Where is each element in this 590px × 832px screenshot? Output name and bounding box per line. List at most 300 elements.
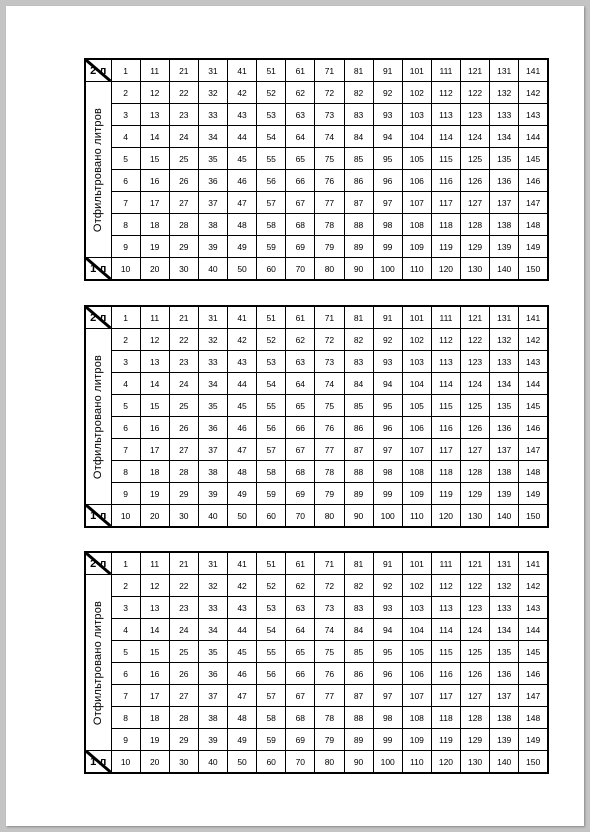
count-cell: 56 xyxy=(257,663,286,685)
count-cell: 13 xyxy=(140,351,169,373)
count-cell: 51 xyxy=(257,59,286,82)
count-cell: 136 xyxy=(490,417,519,439)
count-cell: 104 xyxy=(402,126,431,148)
count-cell: 134 xyxy=(490,619,519,641)
count-cell: 68 xyxy=(286,461,315,483)
count-cell: 29 xyxy=(169,483,198,505)
count-cell: 15 xyxy=(140,641,169,663)
count-cell: 104 xyxy=(402,373,431,395)
count-cell: 10 xyxy=(111,751,140,774)
count-cell: 114 xyxy=(431,619,460,641)
count-cell: 125 xyxy=(461,641,490,663)
count-cell: 102 xyxy=(402,329,431,351)
count-cell: 74 xyxy=(315,373,344,395)
count-cell: 64 xyxy=(286,619,315,641)
count-cell: 36 xyxy=(198,417,227,439)
count-cell: 139 xyxy=(490,729,519,751)
count-cell: 140 xyxy=(490,505,519,528)
count-cell: 74 xyxy=(315,619,344,641)
count-cell: 11 xyxy=(140,306,169,329)
bottom-corner-cell xyxy=(85,258,111,281)
side-label: Отфильтровано литров xyxy=(92,107,105,232)
count-cell: 130 xyxy=(461,258,490,281)
count-cell: 16 xyxy=(140,417,169,439)
count-cell: 7 xyxy=(111,685,140,707)
count-cell: 120 xyxy=(431,258,460,281)
count-cell: 142 xyxy=(519,82,548,104)
count-cell: 9 xyxy=(111,729,140,751)
count-cell: 30 xyxy=(169,751,198,774)
count-cell: 147 xyxy=(519,685,548,707)
count-cell: 104 xyxy=(402,619,431,641)
count-cell: 33 xyxy=(198,351,227,373)
count-cell: 120 xyxy=(431,751,460,774)
count-cell: 38 xyxy=(198,461,227,483)
count-cell: 30 xyxy=(169,258,198,281)
count-cell: 92 xyxy=(373,575,402,597)
count-cell: 39 xyxy=(198,729,227,751)
count-cell: 70 xyxy=(286,258,315,281)
count-cell: 127 xyxy=(461,192,490,214)
count-cell: 49 xyxy=(228,236,257,258)
count-cell: 46 xyxy=(228,417,257,439)
count-cell: 3 xyxy=(111,104,140,126)
count-cell: 14 xyxy=(140,619,169,641)
count-cell: 66 xyxy=(286,663,315,685)
count-cell: 139 xyxy=(490,236,519,258)
count-cell: 17 xyxy=(140,192,169,214)
count-cell: 11 xyxy=(140,59,169,82)
count-cell: 50 xyxy=(228,505,257,528)
count-cell: 47 xyxy=(228,192,257,214)
count-cell: 137 xyxy=(490,439,519,461)
count-cell: 19 xyxy=(140,236,169,258)
count-cell: 38 xyxy=(198,707,227,729)
count-cell: 57 xyxy=(257,439,286,461)
document-page xyxy=(6,6,584,826)
count-cell: 77 xyxy=(315,192,344,214)
count-cell: 36 xyxy=(198,663,227,685)
count-cell: 126 xyxy=(461,417,490,439)
count-cell: 115 xyxy=(431,148,460,170)
count-cell: 72 xyxy=(315,82,344,104)
table-row xyxy=(85,395,548,417)
count-cell: 133 xyxy=(490,597,519,619)
count-cell: 66 xyxy=(286,417,315,439)
count-cell: 28 xyxy=(169,707,198,729)
count-cell: 73 xyxy=(315,597,344,619)
count-cell: 8 xyxy=(111,707,140,729)
count-cell: 136 xyxy=(490,663,519,685)
count-cell: 88 xyxy=(344,214,373,236)
count-cell: 120 xyxy=(431,505,460,528)
count-cell: 108 xyxy=(402,214,431,236)
count-cell: 67 xyxy=(286,685,315,707)
count-cell: 50 xyxy=(228,258,257,281)
count-cell: 129 xyxy=(461,236,490,258)
table-row xyxy=(85,751,548,774)
count-cell: 69 xyxy=(286,483,315,505)
count-cell: 25 xyxy=(169,148,198,170)
count-cell: 14 xyxy=(140,373,169,395)
count-cell: 130 xyxy=(461,505,490,528)
bottom-corner-label: 1 л xyxy=(90,509,107,522)
count-cell: 95 xyxy=(373,641,402,663)
count-cell: 63 xyxy=(286,597,315,619)
count-cell: 109 xyxy=(402,483,431,505)
count-cell: 112 xyxy=(431,329,460,351)
count-cell: 134 xyxy=(490,373,519,395)
count-cell: 143 xyxy=(519,597,548,619)
count-cell: 98 xyxy=(373,461,402,483)
count-cell: 24 xyxy=(169,373,198,395)
count-cell: 59 xyxy=(257,729,286,751)
filter-count-table xyxy=(84,58,549,281)
count-cell: 78 xyxy=(315,707,344,729)
count-cell: 146 xyxy=(519,170,548,192)
count-cell: 58 xyxy=(257,461,286,483)
count-cell: 69 xyxy=(286,729,315,751)
count-cell: 47 xyxy=(228,685,257,707)
top-corner-cell xyxy=(85,59,111,82)
count-cell: 69 xyxy=(286,236,315,258)
count-cell: 126 xyxy=(461,170,490,192)
count-cell: 87 xyxy=(344,192,373,214)
count-cell: 57 xyxy=(257,192,286,214)
count-cell: 83 xyxy=(344,597,373,619)
count-cell: 77 xyxy=(315,439,344,461)
table-row xyxy=(85,306,548,329)
table-row xyxy=(85,351,548,373)
count-cell: 110 xyxy=(402,258,431,281)
count-cell: 55 xyxy=(257,641,286,663)
table-row xyxy=(85,126,548,148)
count-cell: 61 xyxy=(286,306,315,329)
count-cell: 26 xyxy=(169,663,198,685)
count-cell: 97 xyxy=(373,192,402,214)
count-cell: 117 xyxy=(431,685,460,707)
count-cell: 7 xyxy=(111,439,140,461)
count-cell: 60 xyxy=(257,751,286,774)
count-cell: 66 xyxy=(286,170,315,192)
count-cell: 40 xyxy=(198,751,227,774)
count-cell: 53 xyxy=(257,351,286,373)
count-cell: 22 xyxy=(169,575,198,597)
count-cell: 72 xyxy=(315,329,344,351)
count-cell: 10 xyxy=(111,505,140,528)
count-cell: 148 xyxy=(519,707,548,729)
count-cell: 55 xyxy=(257,148,286,170)
count-cell: 101 xyxy=(402,552,431,575)
count-cell: 60 xyxy=(257,505,286,528)
count-cell: 48 xyxy=(228,707,257,729)
count-cell: 4 xyxy=(111,373,140,395)
count-cell: 21 xyxy=(169,59,198,82)
count-cell: 83 xyxy=(344,104,373,126)
count-cell: 39 xyxy=(198,236,227,258)
count-cell: 147 xyxy=(519,192,548,214)
count-cell: 64 xyxy=(286,373,315,395)
count-cell: 127 xyxy=(461,685,490,707)
table-row xyxy=(85,663,548,685)
top-corner-label: 2 л xyxy=(90,64,107,77)
count-cell: 109 xyxy=(402,236,431,258)
count-cell: 81 xyxy=(344,552,373,575)
count-cell: 99 xyxy=(373,483,402,505)
count-cell: 34 xyxy=(198,619,227,641)
count-cell: 89 xyxy=(344,483,373,505)
count-cell: 65 xyxy=(286,395,315,417)
count-cell: 126 xyxy=(461,663,490,685)
count-cell: 122 xyxy=(461,329,490,351)
count-cell: 65 xyxy=(286,148,315,170)
count-cell: 43 xyxy=(228,351,257,373)
count-cell: 24 xyxy=(169,126,198,148)
count-cell: 6 xyxy=(111,170,140,192)
count-cell: 101 xyxy=(402,59,431,82)
count-cell: 143 xyxy=(519,104,548,126)
count-cell: 119 xyxy=(431,483,460,505)
count-cell: 82 xyxy=(344,82,373,104)
count-cell: 74 xyxy=(315,126,344,148)
count-cell: 103 xyxy=(402,351,431,373)
table-row xyxy=(85,82,548,104)
count-cell: 79 xyxy=(315,236,344,258)
count-cell: 54 xyxy=(257,373,286,395)
count-cell: 11 xyxy=(140,552,169,575)
count-cell: 35 xyxy=(198,395,227,417)
count-cell: 103 xyxy=(402,597,431,619)
count-cell: 85 xyxy=(344,395,373,417)
count-cell: 47 xyxy=(228,439,257,461)
count-cell: 94 xyxy=(373,126,402,148)
count-cell: 101 xyxy=(402,306,431,329)
count-cell: 149 xyxy=(519,236,548,258)
count-cell: 144 xyxy=(519,373,548,395)
count-cell: 88 xyxy=(344,461,373,483)
count-cell: 138 xyxy=(490,214,519,236)
count-cell: 46 xyxy=(228,170,257,192)
count-cell: 97 xyxy=(373,439,402,461)
top-corner-label: 2 л xyxy=(90,557,107,570)
count-cell: 2 xyxy=(111,82,140,104)
table-row xyxy=(85,641,548,663)
count-cell: 17 xyxy=(140,439,169,461)
count-cell: 91 xyxy=(373,552,402,575)
count-cell: 59 xyxy=(257,236,286,258)
count-cell: 37 xyxy=(198,685,227,707)
count-cell: 115 xyxy=(431,395,460,417)
count-cell: 62 xyxy=(286,575,315,597)
count-cell: 27 xyxy=(169,439,198,461)
count-cell: 67 xyxy=(286,192,315,214)
count-cell: 129 xyxy=(461,483,490,505)
table-row xyxy=(85,104,548,126)
count-cell: 3 xyxy=(111,597,140,619)
count-cell: 40 xyxy=(198,505,227,528)
count-cell: 52 xyxy=(257,82,286,104)
count-cell: 93 xyxy=(373,351,402,373)
table-row xyxy=(85,483,548,505)
count-cell: 96 xyxy=(373,417,402,439)
count-cell: 134 xyxy=(490,126,519,148)
count-cell: 70 xyxy=(286,751,315,774)
count-cell: 147 xyxy=(519,439,548,461)
count-cell: 109 xyxy=(402,729,431,751)
count-cell: 93 xyxy=(373,597,402,619)
count-cell: 85 xyxy=(344,148,373,170)
count-cell: 5 xyxy=(111,641,140,663)
table-row xyxy=(85,236,548,258)
count-cell: 121 xyxy=(461,59,490,82)
top-corner-cell xyxy=(85,306,111,329)
bottom-corner-label: 1 л xyxy=(90,755,107,768)
count-cell: 45 xyxy=(228,148,257,170)
table-row xyxy=(85,148,548,170)
count-cell: 73 xyxy=(315,351,344,373)
count-cell: 3 xyxy=(111,351,140,373)
count-cell: 133 xyxy=(490,351,519,373)
count-cell: 4 xyxy=(111,619,140,641)
count-cell: 90 xyxy=(344,505,373,528)
count-cell: 105 xyxy=(402,148,431,170)
count-cell: 58 xyxy=(257,707,286,729)
count-cell: 81 xyxy=(344,59,373,82)
count-cell: 113 xyxy=(431,597,460,619)
count-cell: 123 xyxy=(461,597,490,619)
count-cell: 6 xyxy=(111,417,140,439)
count-cell: 117 xyxy=(431,192,460,214)
count-cell: 9 xyxy=(111,483,140,505)
count-cell: 145 xyxy=(519,148,548,170)
count-cell: 113 xyxy=(431,351,460,373)
count-cell: 18 xyxy=(140,461,169,483)
table-row xyxy=(85,685,548,707)
count-cell: 10 xyxy=(111,258,140,281)
table-row xyxy=(85,575,548,597)
count-cell: 19 xyxy=(140,729,169,751)
count-cell: 28 xyxy=(169,461,198,483)
count-cell: 22 xyxy=(169,82,198,104)
count-cell: 18 xyxy=(140,707,169,729)
count-cell: 31 xyxy=(198,552,227,575)
count-cell: 9 xyxy=(111,236,140,258)
top-corner-cell xyxy=(85,552,111,575)
count-cell: 137 xyxy=(490,685,519,707)
count-cell: 20 xyxy=(140,751,169,774)
count-cell: 138 xyxy=(490,461,519,483)
count-cell: 121 xyxy=(461,306,490,329)
count-cell: 132 xyxy=(490,575,519,597)
table-row xyxy=(85,619,548,641)
count-cell: 21 xyxy=(169,306,198,329)
count-cell: 41 xyxy=(228,306,257,329)
count-cell: 45 xyxy=(228,641,257,663)
count-cell: 53 xyxy=(257,104,286,126)
count-cell: 6 xyxy=(111,663,140,685)
count-cell: 99 xyxy=(373,729,402,751)
count-cell: 150 xyxy=(519,751,548,774)
table-row xyxy=(85,258,548,281)
count-cell: 38 xyxy=(198,214,227,236)
count-cell: 67 xyxy=(286,439,315,461)
count-cell: 115 xyxy=(431,641,460,663)
count-cell: 83 xyxy=(344,351,373,373)
count-cell: 125 xyxy=(461,148,490,170)
count-cell: 19 xyxy=(140,483,169,505)
count-cell: 34 xyxy=(198,126,227,148)
count-cell: 5 xyxy=(111,148,140,170)
count-cell: 110 xyxy=(402,751,431,774)
count-cell: 40 xyxy=(198,258,227,281)
count-cell: 107 xyxy=(402,439,431,461)
count-cell: 137 xyxy=(490,192,519,214)
count-cell: 77 xyxy=(315,685,344,707)
count-cell: 71 xyxy=(315,306,344,329)
count-cell: 5 xyxy=(111,395,140,417)
count-cell: 135 xyxy=(490,641,519,663)
count-cell: 98 xyxy=(373,214,402,236)
count-cell: 123 xyxy=(461,104,490,126)
count-cell: 99 xyxy=(373,236,402,258)
count-cell: 149 xyxy=(519,483,548,505)
count-cell: 22 xyxy=(169,329,198,351)
count-cell: 144 xyxy=(519,619,548,641)
count-cell: 146 xyxy=(519,663,548,685)
count-cell: 15 xyxy=(140,148,169,170)
count-cell: 96 xyxy=(373,170,402,192)
count-cell: 112 xyxy=(431,82,460,104)
count-cell: 48 xyxy=(228,214,257,236)
count-cell: 119 xyxy=(431,236,460,258)
count-cell: 49 xyxy=(228,729,257,751)
count-cell: 107 xyxy=(402,685,431,707)
count-cell: 15 xyxy=(140,395,169,417)
count-cell: 124 xyxy=(461,373,490,395)
count-cell: 119 xyxy=(431,729,460,751)
count-cell: 14 xyxy=(140,126,169,148)
count-cell: 32 xyxy=(198,575,227,597)
count-cell: 17 xyxy=(140,685,169,707)
count-cell: 111 xyxy=(431,59,460,82)
count-cell: 86 xyxy=(344,663,373,685)
count-cell: 84 xyxy=(344,373,373,395)
count-cell: 42 xyxy=(228,329,257,351)
count-cell: 65 xyxy=(286,641,315,663)
count-cell: 61 xyxy=(286,59,315,82)
count-cell: 32 xyxy=(198,329,227,351)
bottom-corner-cell xyxy=(85,505,111,528)
count-cell: 59 xyxy=(257,483,286,505)
count-cell: 148 xyxy=(519,461,548,483)
count-cell: 54 xyxy=(257,126,286,148)
table-row xyxy=(85,707,548,729)
count-cell: 96 xyxy=(373,663,402,685)
count-cell: 84 xyxy=(344,619,373,641)
count-cell: 148 xyxy=(519,214,548,236)
count-cell: 131 xyxy=(490,59,519,82)
count-cell: 123 xyxy=(461,351,490,373)
count-cell: 131 xyxy=(490,552,519,575)
count-cell: 26 xyxy=(169,170,198,192)
count-cell: 139 xyxy=(490,483,519,505)
count-cell: 89 xyxy=(344,729,373,751)
count-cell: 127 xyxy=(461,439,490,461)
count-cell: 93 xyxy=(373,104,402,126)
count-cell: 141 xyxy=(519,552,548,575)
count-cell: 91 xyxy=(373,306,402,329)
table-row xyxy=(85,192,548,214)
